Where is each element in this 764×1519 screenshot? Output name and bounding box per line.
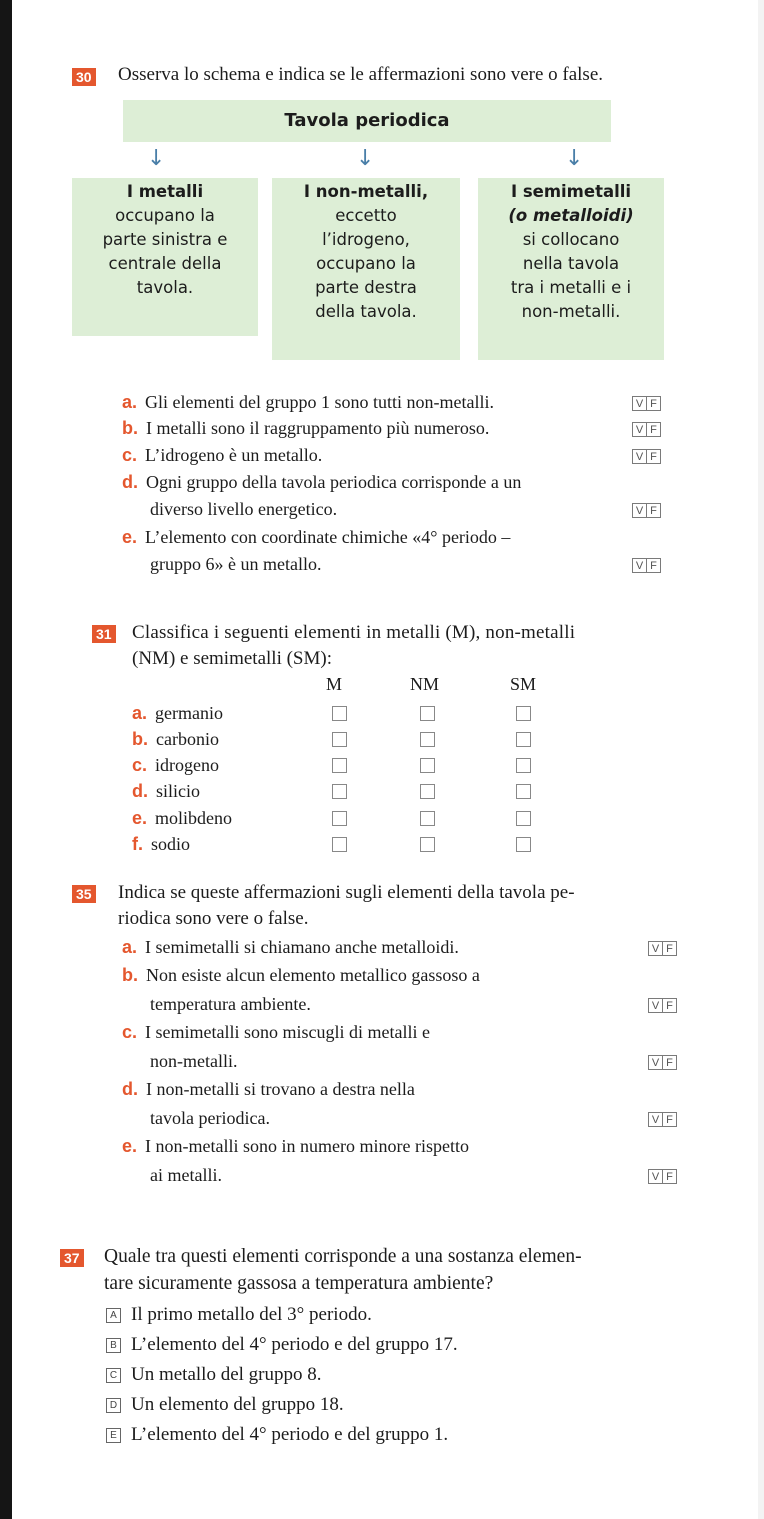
- true-false-choice[interactable]: [632, 503, 661, 518]
- checkbox-nm[interactable]: [420, 732, 435, 747]
- item-letter: f.: [132, 834, 143, 854]
- item-text: I semimetalli sono miscugli di metalli e: [145, 1022, 430, 1042]
- schema-title: Tavola periodica: [123, 100, 611, 142]
- true-false-choice[interactable]: [648, 1169, 677, 1184]
- true-box[interactable]: V: [632, 503, 647, 518]
- checkbox-nm[interactable]: [420, 811, 435, 826]
- true-false-choice[interactable]: [648, 998, 677, 1013]
- schema-line: tra i metalli e i: [510, 278, 632, 297]
- column-header-sm: SM: [510, 674, 537, 694]
- arrow-down-icon: ↓: [356, 146, 375, 171]
- option-letter-box[interactable]: A: [106, 1308, 121, 1323]
- q35-item-d: [122, 1076, 415, 1102]
- true-box[interactable]: V: [632, 449, 647, 464]
- item-letter: c.: [132, 755, 148, 775]
- element-name: molibdeno: [155, 808, 233, 828]
- true-box[interactable]: V: [632, 558, 647, 573]
- q30-item-e-cont: gruppo 6» è un metallo.: [150, 554, 322, 574]
- q35-item-c: [122, 1019, 430, 1045]
- question-37-line-1: Quale tra questi elementi corrisponde a una sostanza elemen-: [104, 1246, 582, 1267]
- item-text: I non-metalli sono in numero minore rispetto: [145, 1136, 469, 1156]
- q35-item-a: [122, 934, 459, 960]
- schema-line: occupano la: [115, 206, 215, 225]
- question-35-line-1: Indica se queste affermazioni sugli elementi della tavola pe-: [118, 882, 575, 903]
- q30-item-d-cont: diverso livello energetico.: [150, 499, 338, 519]
- question-37-number: 37: [60, 1249, 84, 1267]
- item-letter: a.: [122, 937, 138, 957]
- element-name: sodio: [151, 834, 191, 854]
- schema-box-semimetalli: [478, 178, 664, 360]
- schema-line: eccetto: [335, 206, 397, 225]
- checkbox-m[interactable]: [332, 706, 347, 721]
- q30-item-c: [122, 442, 322, 468]
- checkbox-sm[interactable]: [516, 837, 531, 852]
- option-letter-box[interactable]: D: [106, 1398, 121, 1413]
- question-30-number: 30: [72, 68, 96, 86]
- true-false-choice[interactable]: [648, 1055, 677, 1070]
- schema-line: (o metalloidi): [508, 206, 634, 225]
- checkbox-m[interactable]: [332, 784, 347, 799]
- false-box[interactable]: F: [646, 396, 661, 411]
- checkbox-m[interactable]: [332, 811, 347, 826]
- q35-item-d-cont: tavola periodica.: [150, 1108, 270, 1128]
- false-box[interactable]: F: [646, 449, 661, 464]
- item-letter: b.: [122, 965, 138, 985]
- q35-item-e: [122, 1133, 469, 1159]
- q35-item-c-cont: non-metalli.: [150, 1051, 238, 1071]
- schema-line: centrale della: [108, 254, 222, 273]
- true-false-choice[interactable]: [632, 422, 661, 437]
- element-name: silicio: [156, 781, 200, 801]
- true-box[interactable]: V: [648, 1112, 663, 1127]
- question-31-number: 31: [92, 625, 116, 643]
- checkbox-nm[interactable]: [420, 837, 435, 852]
- element-name: carbonio: [156, 729, 219, 749]
- schema-box-non-metalli: [272, 178, 460, 360]
- schema-line: non-metalli.: [521, 302, 621, 321]
- false-box[interactable]: F: [646, 422, 661, 437]
- true-box[interactable]: V: [648, 1055, 663, 1070]
- item-text: Gli elementi del gruppo 1 sono tutti non-metalli.: [145, 392, 494, 412]
- item-text: I metalli sono il raggruppamento più numeroso.: [146, 418, 490, 438]
- q31-row-d: [132, 778, 200, 804]
- true-box[interactable]: V: [648, 1169, 663, 1184]
- item-letter: b.: [132, 729, 148, 749]
- checkbox-sm[interactable]: [516, 758, 531, 773]
- column-header-nm: NM: [410, 674, 440, 694]
- option-letter-box[interactable]: E: [106, 1428, 121, 1443]
- schema-line: nella tavola: [522, 254, 620, 273]
- item-letter: a.: [122, 392, 138, 412]
- q30-item-b: [122, 415, 489, 441]
- checkbox-m[interactable]: [332, 732, 347, 747]
- q31-row-a: [132, 700, 223, 726]
- q37-option-d[interactable]: [106, 1392, 344, 1418]
- schema-line: tavola.: [136, 278, 194, 297]
- item-letter: c.: [122, 1022, 138, 1042]
- q35-item-b-cont: temperatura ambiente.: [150, 994, 311, 1014]
- item-letter: b.: [122, 418, 138, 438]
- q30-item-a: [122, 389, 494, 415]
- checkbox-nm[interactable]: [420, 758, 435, 773]
- q37-option-c[interactable]: [106, 1362, 322, 1388]
- schema-line: parte sinistra e: [102, 230, 228, 249]
- question-37-line-2: tare sicuramente gassosa a temperatura ambiente?: [104, 1273, 494, 1294]
- checkbox-nm[interactable]: [420, 784, 435, 799]
- q31-row-f: [132, 831, 190, 857]
- false-box[interactable]: F: [662, 1169, 677, 1184]
- true-box[interactable]: V: [632, 422, 647, 437]
- true-false-choice[interactable]: [632, 449, 661, 464]
- q35-item-e-cont: ai metalli.: [150, 1165, 222, 1185]
- item-letter: a.: [132, 703, 148, 723]
- option-text: Il primo metallo del 3° periodo.: [131, 1304, 372, 1325]
- schema-line: occupano la: [316, 254, 416, 273]
- question-35-number: 35: [72, 885, 96, 903]
- item-letter: e.: [132, 808, 148, 828]
- question-31-line-2: (NM) e semimetalli (SM):: [132, 648, 332, 669]
- column-header-m: M: [326, 674, 343, 694]
- false-box[interactable]: F: [662, 1055, 677, 1070]
- item-text: Ogni gruppo della tavola periodica corrisponde a un: [146, 472, 522, 492]
- item-letter: d.: [132, 781, 148, 801]
- true-false-choice[interactable]: [632, 558, 661, 573]
- item-text: L’idrogeno è un metallo.: [145, 445, 323, 465]
- true-box[interactable]: V: [632, 396, 647, 411]
- left-edge-bar: [0, 0, 12, 1519]
- true-false-choice[interactable]: [648, 941, 677, 956]
- q30-item-e: [122, 524, 510, 550]
- item-letter: e.: [122, 1136, 138, 1156]
- checkbox-sm[interactable]: [516, 732, 531, 747]
- option-text: Un elemento del gruppo 18.: [131, 1394, 344, 1415]
- schema-box-metalli: [72, 178, 258, 336]
- question-35-line-2: riodica sono vere o false.: [118, 908, 309, 929]
- q35-item-b: [122, 962, 480, 988]
- checkbox-m[interactable]: [332, 758, 347, 773]
- option-text: Un metallo del gruppo 8.: [131, 1364, 322, 1385]
- schema-line: I non-metalli,: [303, 182, 429, 201]
- option-text: L’elemento del 4° periodo e del gruppo 1.: [131, 1424, 449, 1445]
- item-letter: e.: [122, 527, 138, 547]
- true-box[interactable]: V: [648, 998, 663, 1013]
- item-letter: c.: [122, 445, 138, 465]
- option-letter-box[interactable]: C: [106, 1368, 121, 1383]
- false-box[interactable]: F: [662, 941, 677, 956]
- right-edge-bar: [758, 0, 764, 1519]
- q31-row-c: [132, 752, 219, 778]
- item-letter: d.: [122, 472, 138, 492]
- item-text: L’elemento con coordinate chimiche «4° periodo –: [145, 527, 511, 547]
- false-box[interactable]: F: [662, 998, 677, 1013]
- schema-line: si collocano: [522, 230, 620, 249]
- true-box[interactable]: V: [648, 941, 663, 956]
- item-text: I non-metalli si trovano a destra nella: [146, 1079, 415, 1099]
- q31-row-b: [132, 726, 219, 752]
- true-false-choice[interactable]: [632, 396, 661, 411]
- checkbox-nm[interactable]: [420, 706, 435, 721]
- arrow-down-icon: ↓: [147, 146, 166, 171]
- false-box[interactable]: F: [662, 1112, 677, 1127]
- q31-row-e: [132, 805, 232, 831]
- schema-line: I semimetalli: [510, 182, 632, 201]
- schema-line: l’idrogeno,: [322, 230, 410, 249]
- option-text: L’elemento del 4° periodo e del gruppo 17.: [131, 1334, 458, 1355]
- question-31-line-1: Classifica i seguenti elementi in metalli (M), non-metalli: [132, 622, 576, 643]
- q37-option-b[interactable]: [106, 1332, 458, 1358]
- q37-option-a[interactable]: [106, 1302, 372, 1328]
- checkbox-m[interactable]: [332, 837, 347, 852]
- false-box[interactable]: F: [646, 558, 661, 573]
- item-text: Non esiste alcun elemento metallico gassoso a: [146, 965, 480, 985]
- false-box[interactable]: F: [646, 503, 661, 518]
- q30-item-d: [122, 469, 521, 495]
- option-letter-box[interactable]: B: [106, 1338, 121, 1353]
- arrow-down-icon: ↓: [565, 146, 584, 171]
- element-name: germanio: [155, 703, 223, 723]
- schema-line: parte destra: [315, 278, 417, 297]
- q37-option-e[interactable]: [106, 1422, 448, 1448]
- checkbox-sm[interactable]: [516, 784, 531, 799]
- item-letter: d.: [122, 1079, 138, 1099]
- element-name: idrogeno: [155, 755, 219, 775]
- schema-line: I metalli: [126, 182, 204, 201]
- true-false-choice[interactable]: [648, 1112, 677, 1127]
- question-30-text: Osserva lo schema e indica se le affermazioni sono vere o false.: [118, 64, 604, 85]
- checkbox-sm[interactable]: [516, 706, 531, 721]
- item-text: I semimetalli si chiamano anche metalloidi.: [145, 937, 459, 957]
- checkbox-sm[interactable]: [516, 811, 531, 826]
- schema-line: della tavola.: [315, 302, 417, 321]
